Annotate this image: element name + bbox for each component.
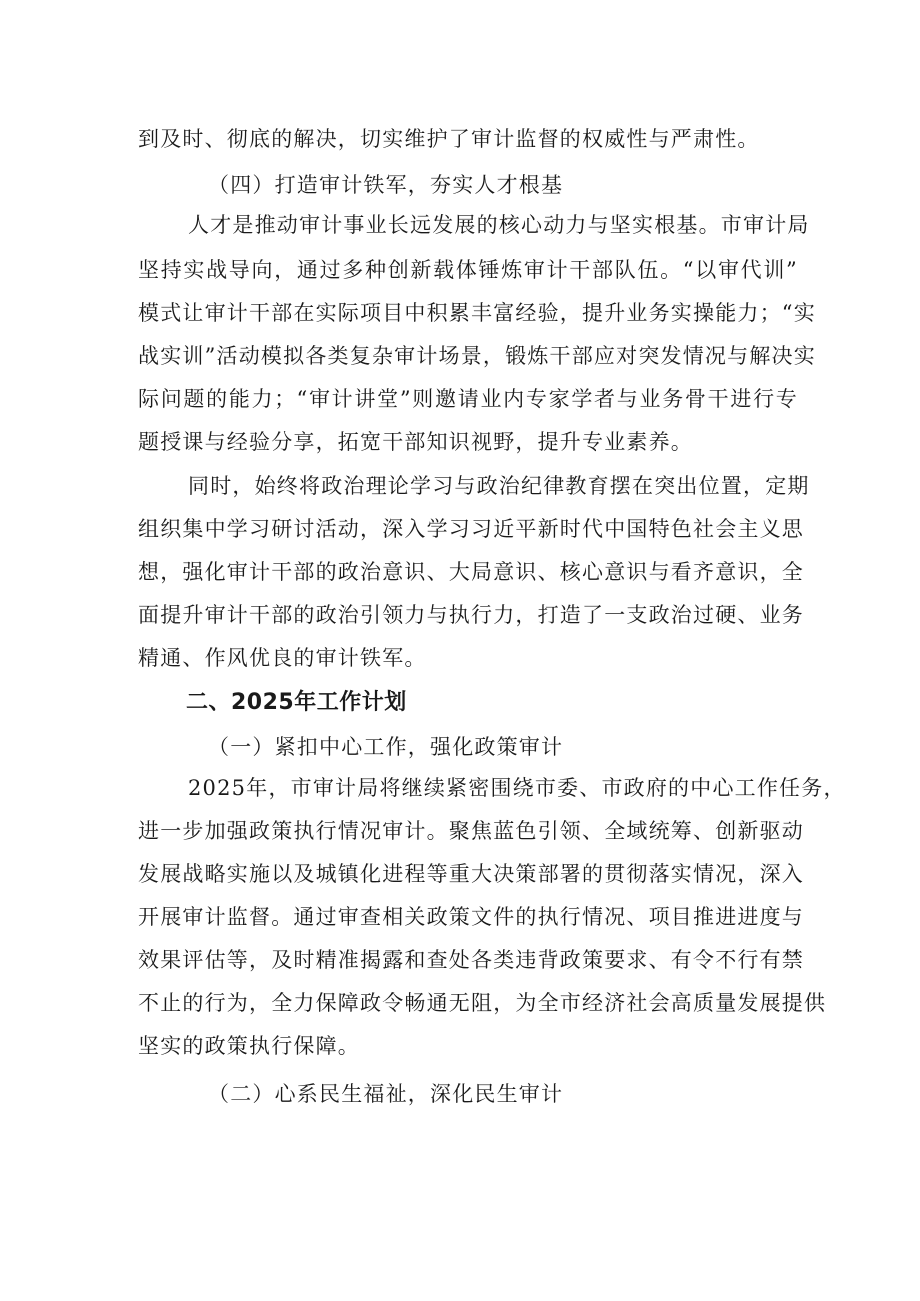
section-heading: 二、2025年工作计划	[186, 690, 407, 715]
subsection-heading: （四）打造审计铁军，夯实人才根基	[208, 173, 564, 197]
paragraph-line: 效果评估等，及时精准揭露和查处各类违背政策要求、有令不行有禁	[138, 948, 804, 972]
paragraph-line: 坚实的政策执行保障。	[138, 1034, 360, 1058]
subsection-heading: （二）心系民生福祉，深化民生审计	[208, 1082, 564, 1106]
paragraph-line: 面提升审计干部的政治引领力与执行力，打造了一支政治过硬、业务	[138, 603, 804, 627]
paragraph-line: 想，强化审计干部的政治意识、大局意识、核心意识与看齐意识，全	[138, 560, 804, 584]
paragraph-line: 坚持实战导向，通过多种创新载体锤炼审计干部队伍。“以审代训”	[138, 258, 798, 282]
paragraph-line: 题授课与经验分享，拓宽干部知识视野，提升专业素养。	[138, 430, 693, 454]
paragraph-line: 发展战略实施以及城镇化进程等重大决策部署的贯彻落实情况，深入	[138, 862, 804, 886]
paragraph-line: 精通、作风优良的审计铁军。	[138, 646, 427, 670]
paragraph-line: 模式让审计干部在实际项目中积累丰富经验，提升业务实操能力；“实	[138, 301, 816, 325]
paragraph-line: 人才是推动审计事业长远发展的核心动力与坚实根基。市审计局	[188, 213, 810, 237]
paragraph-line: 际问题的能力；“审计讲堂”则邀请业内专家学者与业务骨干进行专	[138, 387, 798, 411]
paragraph-line: 到及时、彻底的解决，切实维护了审计监督的权威性与严肃性。	[138, 127, 760, 151]
subsection-heading: （一）紧扣中心工作，强化政策审计	[208, 735, 564, 759]
paragraph-line: 战实训”活动模拟各类复杂审计场景，锻炼干部应对突发情况与解决实	[138, 344, 816, 368]
paragraph-line: 同时，始终将政治理论学习与政治纪律教育摆在突出位置，定期	[188, 474, 810, 498]
paragraph-line: 组织集中学习研讨活动，深入学习习近平新时代中国特色社会主义思	[138, 517, 804, 541]
paragraph-line: 不止的行为，全力保障政令畅通无阻，为全市经济社会高质量发展提供	[138, 991, 827, 1015]
paragraph-line: 2025年，市审计局将继续紧密围绕市委、市政府的中心工作任务，	[188, 776, 846, 800]
paragraph-line: 进一步加强政策执行情况审计。聚焦蓝色引领、全域统筹、创新驱动	[138, 819, 804, 843]
paragraph-line: 开展审计监督。通过审查相关政策文件的执行情况、项目推进进度与	[138, 905, 804, 929]
